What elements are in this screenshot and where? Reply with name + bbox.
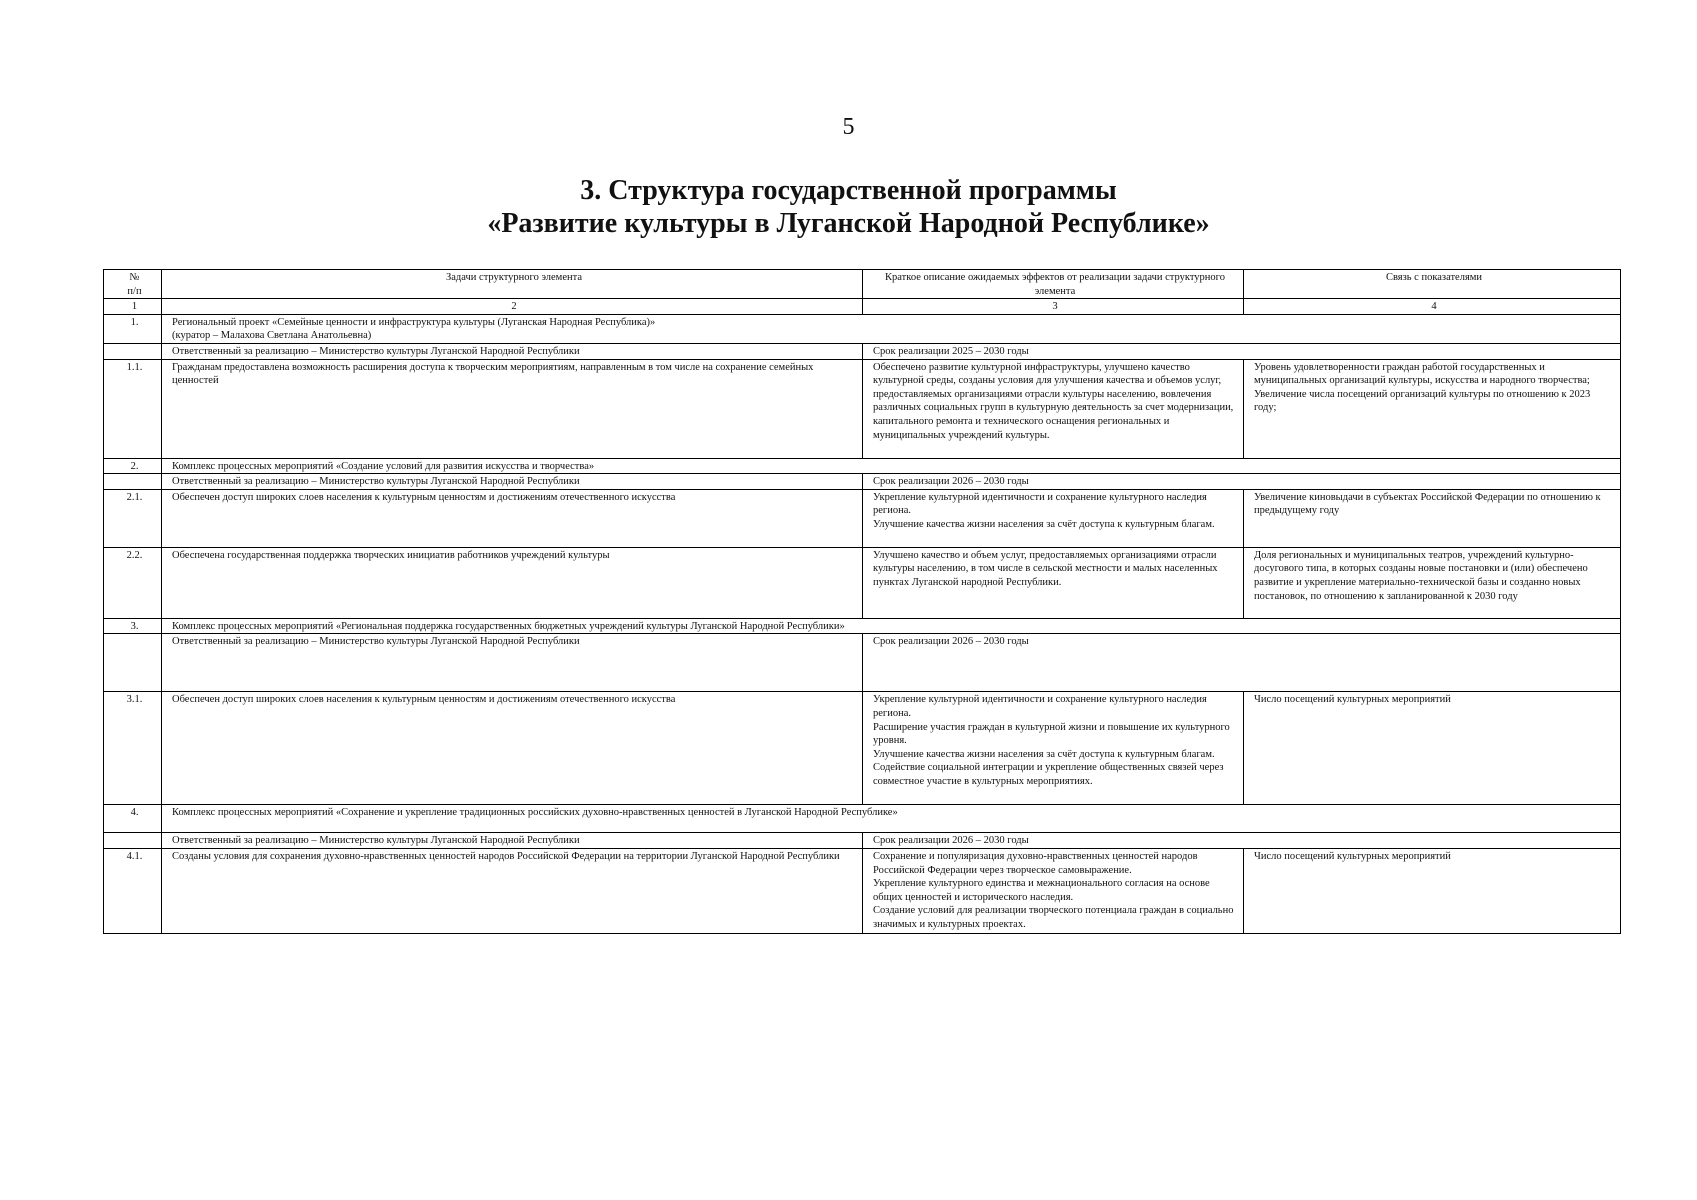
row-num: 1.1. <box>104 359 162 458</box>
header-effects: Краткое описание ожидаемых эффектов от реализации задачи структурного элемента <box>863 270 1244 299</box>
section-num: 1. <box>104 314 162 343</box>
row-num: 2.1. <box>104 489 162 547</box>
col-number-3: 3 <box>863 299 1244 315</box>
table-row <box>104 489 1621 547</box>
indicator-cell: Число посещений культурных мероприятий <box>1244 848 1621 933</box>
header-indicators: Связь с показателями <box>1244 270 1621 299</box>
responsible-text: Ответственный за реализацию – Министерство культуры Луганской Народной Республики <box>162 474 863 490</box>
table-row <box>104 359 1621 458</box>
empty-cell <box>104 634 162 692</box>
table-row <box>104 848 1621 933</box>
responsible-text: Ответственный за реализацию – Министерство культуры Луганской Народной Республики <box>162 634 863 692</box>
effect-cell: Улучшено качество и объем услуг, предоставляемых организациями отрасли культуры населению, в том числе в сельской местности и малых населенных пунктах Луганской народной Республики. <box>863 547 1244 618</box>
effect-cell: Обеспечено развитие культурной инфраструктуры, улучшено качество культурной среды, созданы условия для улучшения качества и объемов услуг, предоставляемых организациями отрасли культуры населению, вовлечения различных социальных групп в культурную деятельность за счет модернизации, капитального ремонта и технического оснащения региональных и муниципальных учреждений культуры. <box>863 359 1244 458</box>
section-row <box>104 458 1621 474</box>
table-row <box>104 692 1621 805</box>
page-number: 5 <box>842 114 855 140</box>
responsible-row <box>104 343 1621 359</box>
section-title: Комплекс процессных мероприятий «Создание условий для развития искусства и творчества» <box>162 458 1621 474</box>
term-text: Срок реализации 2025 – 2030 годы <box>863 343 1621 359</box>
responsible-row <box>104 634 1621 692</box>
col-number-1: 1 <box>104 299 162 315</box>
title-line-2: «Развитие культуры в Луганской Народной Республике» <box>487 208 1210 239</box>
col-number-4: 4 <box>1244 299 1621 315</box>
column-number-row <box>104 299 1621 315</box>
empty-cell <box>104 343 162 359</box>
responsible-row <box>104 474 1621 490</box>
term-text: Срок реализации 2026 – 2030 годы <box>863 634 1621 692</box>
empty-cell <box>104 833 162 849</box>
responsible-text: Ответственный за реализацию – Министерство культуры Луганской Народной Республики <box>162 833 863 849</box>
section-row <box>104 805 1621 833</box>
title-line-1: 3. Структура государственной программы <box>580 175 1117 206</box>
effect-cell: Укрепление культурной идентичности и сохранение культурного наследия региона. Улучшение качества жизни населения за счёт доступа к культурным благам. <box>863 489 1244 547</box>
task-cell: Гражданам предоставлена возможность расширения доступа к творческим мероприятиям, направленным в том числе на сохранение семейных ценностей <box>162 359 863 458</box>
section-row <box>104 618 1621 634</box>
section-title: Комплекс процессных мероприятий «Сохранение и укрепление традиционных российских духовно-нравственных ценностей в Луганской Народной Республике» <box>162 805 1621 833</box>
section-title: Региональный проект «Семейные ценности и инфраструктура культуры (Луганская Народная Республика)» (куратор – Малахова Светлана Анатольевна) <box>162 314 1621 343</box>
section-title: Комплекс процессных мероприятий «Региональная поддержка государственных бюджетных учреждений культуры Луганской Народной Республики» <box>162 618 1621 634</box>
indicator-cell: Доля региональных и муниципальных театров, учреждений культурно-досугового типа, в которых созданы новые постановки и (или) обеспечено развитие и укрепление материально-технической базы и созданно новых постановок, по отношению к запланированной к 2030 году <box>1244 547 1621 618</box>
row-num: 2.2. <box>104 547 162 618</box>
row-num: 3.1. <box>104 692 162 805</box>
effect-cell: Сохранение и популяризация духовно-нравственных ценностей народов Российской Федерации через творческое самовыражение. Укрепление культурного единства и межнационального согласия на основе общих ценностей и исторического наследия. Создание условий для реализации творческого потенциала граждан в социально значимых и культурных проектах. <box>863 848 1244 933</box>
indicator-cell: Увеличение киновыдачи в субъектах Российской Федерации по отношению к предыдущему году <box>1244 489 1621 547</box>
term-text: Срок реализации 2026 – 2030 годы <box>863 474 1621 490</box>
term-text: Срок реализации 2026 – 2030 годы <box>863 833 1621 849</box>
section-num: 4. <box>104 805 162 833</box>
row-num: 4.1. <box>104 848 162 933</box>
program-structure-table <box>103 269 1621 934</box>
responsible-text: Ответственный за реализацию – Министерство культуры Луганской Народной Республики <box>162 343 863 359</box>
section-row <box>104 314 1621 343</box>
task-cell: Обеспечен доступ широких слоев населения к культурным ценностям и достижениям отечественного искусства <box>162 692 863 805</box>
empty-cell <box>104 474 162 490</box>
task-cell: Созданы условия для сохранения духовно-нравственных ценностей народов Российской Федерации на территории Луганской Народной Республики <box>162 848 863 933</box>
responsible-row <box>104 833 1621 849</box>
page-title <box>0 174 1697 240</box>
section-num: 3. <box>104 618 162 634</box>
indicator-cell: Число посещений культурных мероприятий <box>1244 692 1621 805</box>
header-num: № п/п <box>104 270 162 299</box>
task-cell: Обеспечен доступ широких слоев населения к культурным ценностям и достижениям отечественного искусства <box>162 489 863 547</box>
col-number-2: 2 <box>162 299 863 315</box>
task-cell: Обеспечена государственная поддержка творческих инициатив работников учреждений культуры <box>162 547 863 618</box>
section-num: 2. <box>104 458 162 474</box>
table-row <box>104 547 1621 618</box>
table-header-row <box>104 270 1621 299</box>
effect-cell: Укрепление культурной идентичности и сохранение культурного наследия региона. Расширение участия граждан в культурной жизни и повышение их культурного уровня. Улучшение качества жизни населения за счёт доступа к культурным благам. Содействие социальной интеграции и укрепление общественных связей через совместное участие в культурных мероприятиях. <box>863 692 1244 805</box>
indicator-cell: Уровень удовлетворенности граждан работой государственных и муниципальных организаций культуры, искусства и народного творчества; Увеличение числа посещений организаций культуры по отношению к 2023 году; <box>1244 359 1621 458</box>
header-tasks: Задачи структурного элемента <box>162 270 863 299</box>
